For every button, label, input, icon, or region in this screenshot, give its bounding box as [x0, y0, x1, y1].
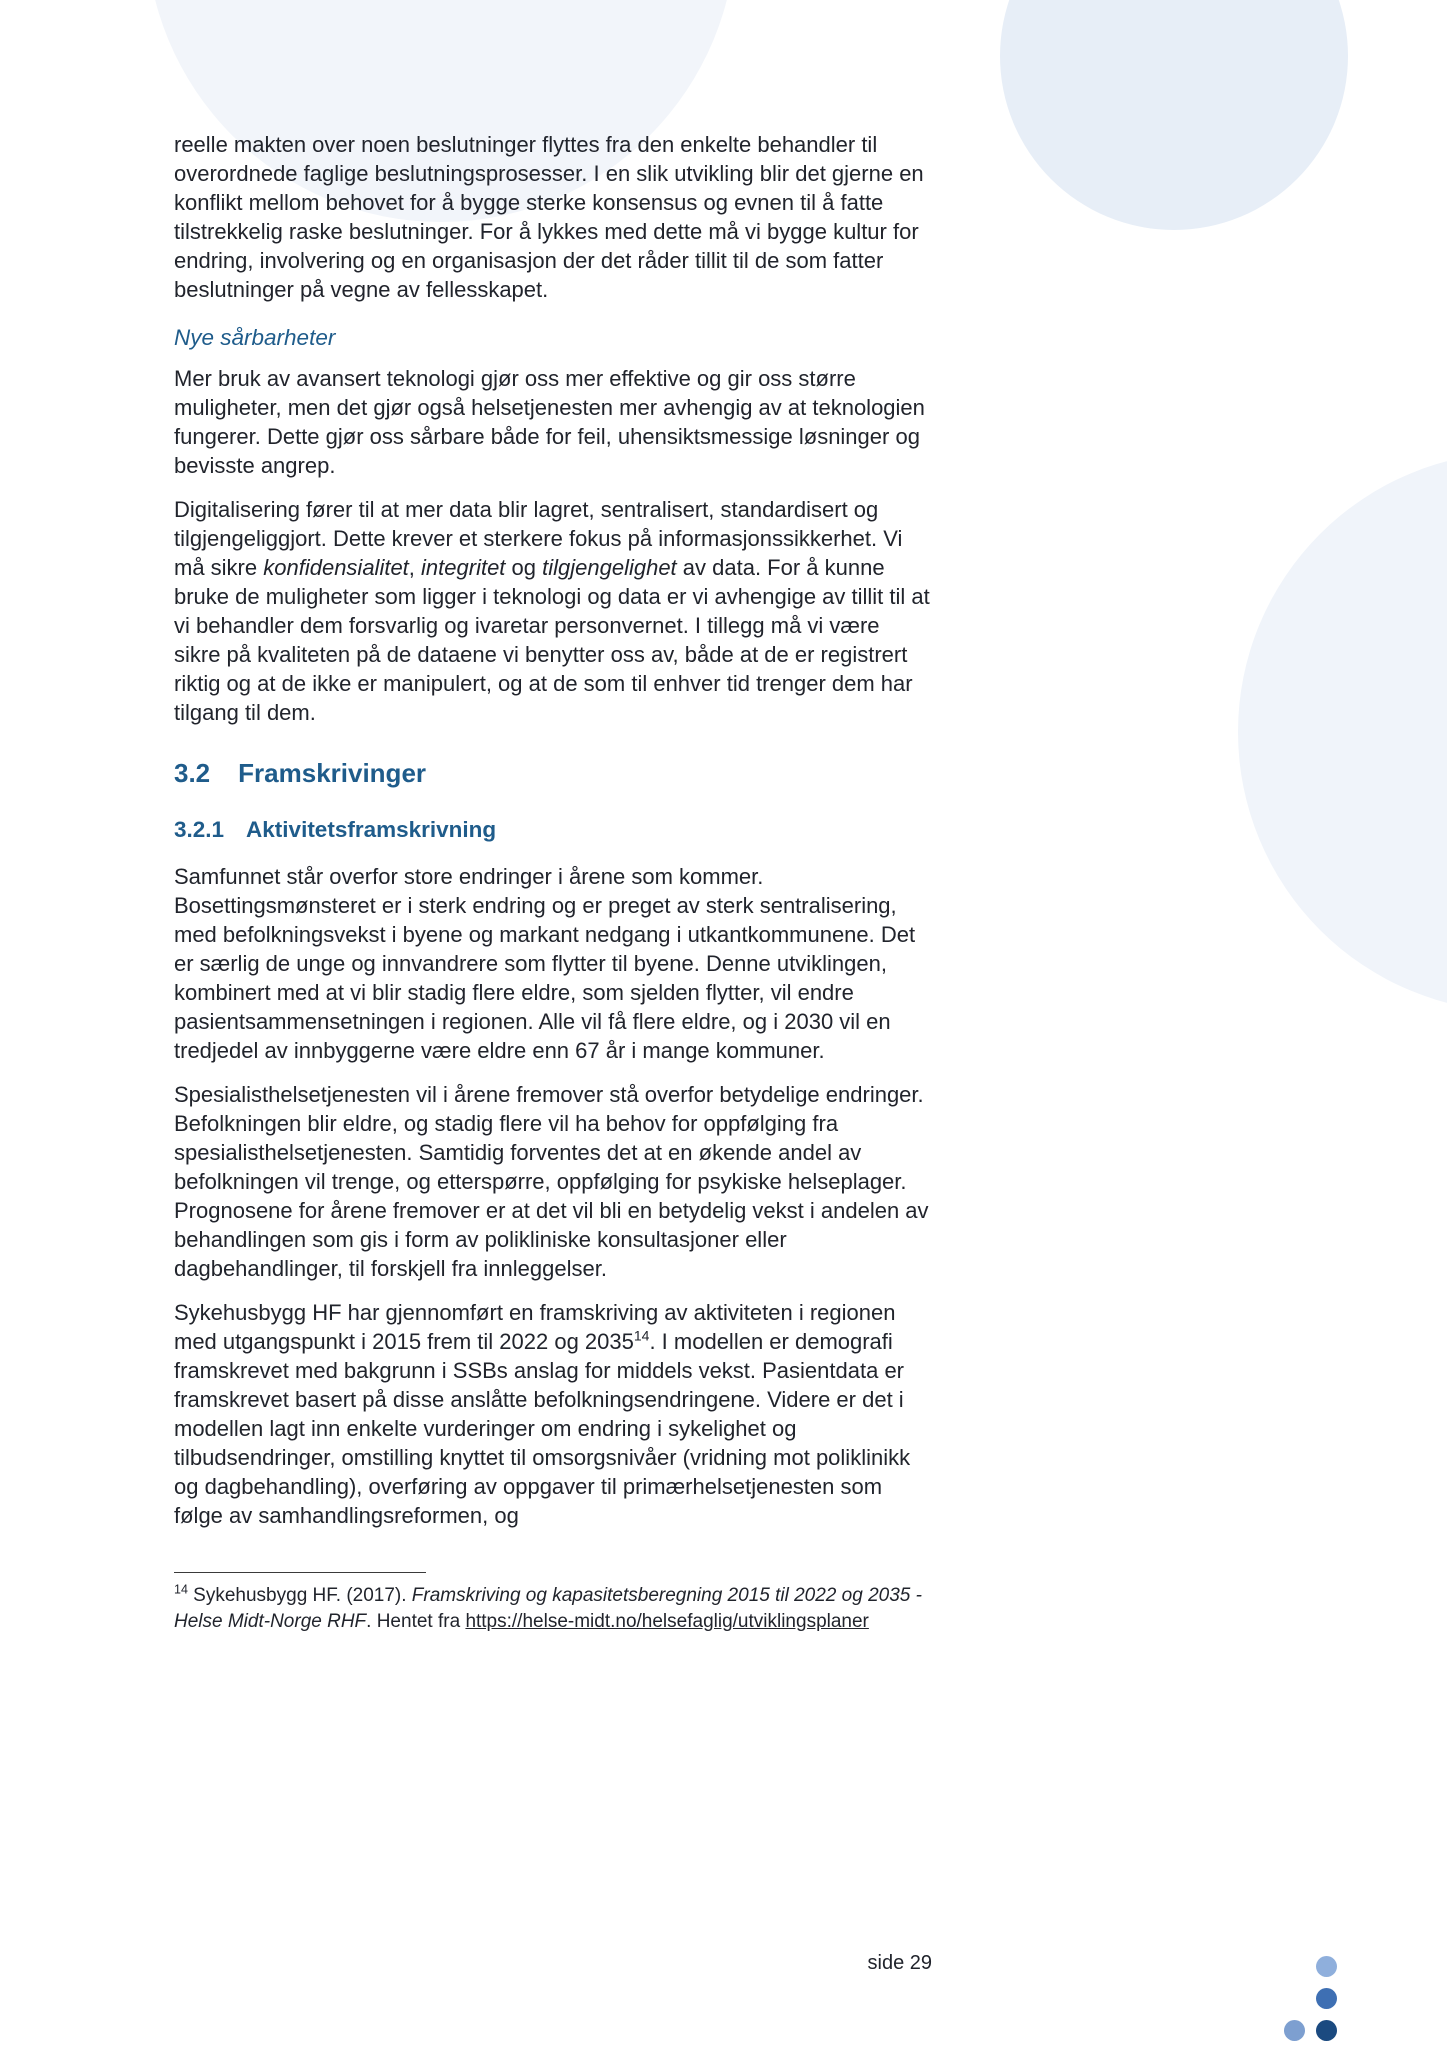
subheading-nye-sarbarheter: Nye sårbarheter [174, 325, 336, 350]
footnote-area [174, 1572, 932, 1635]
paragraph-text: Samfunnet står overfor store endringer i årene som kommer. Bosettingsmønsteret er i sterk endring og er preget av sterk sentralisering, med befolkningsvekst i byene og markant nedgang i utkantkommunene. Det er særlig de unge og innvandrere som flytter til byene. Denne utviklingen, kombinert med at vi blir stadig flere eldre, som sjelden flytter, vil endre pasientsammensetningen i regionen. Alle vil få flere eldre, og i 2030 vil en tredjedel av innbyggerne være eldre enn 67 år i mange kommuner. [174, 864, 916, 1063]
text-run: Sykehusbygg HF. (2017). [187, 1585, 412, 1606]
text-run: . Hentet fra [366, 1611, 466, 1632]
text-run: , [408, 555, 422, 580]
section-title: Framskrivinger [238, 758, 427, 788]
paragraph-sykehusbygg [174, 1298, 932, 1530]
paragraph-samfunnet [174, 862, 932, 1065]
paragraph-spesialisthelsetjenesten [174, 1080, 932, 1283]
section-heading-3-2 [174, 757, 932, 789]
text-run-italic: tilgjengelighet [542, 555, 677, 580]
text-run: og [505, 555, 543, 580]
paragraph-text: reelle makten over noen beslutninger flyttes fra den enkelte behandler til overordnede faglige beslutningsprosesser. I en slik utvikling blir det gjerne en konflikt mellom behovet for å bygge sterke konsensus og evnen til å fatte tilstrekkelig raske beslutninger. For å lykkes med dette må vi bygge kultur for endring, involvering og en organisasjon der det råder tillit til de som fatter beslutninger på vegne av fellesskapet. [174, 132, 924, 302]
logo-dot-icon [1284, 2020, 1305, 2041]
footnote-link[interactable]: https://helse-midt.no/helsefaglig/utviklingsplaner [465, 1611, 869, 1632]
footnote-14 [174, 1583, 932, 1635]
subsection-title: Aktivitetsframskrivning [246, 817, 497, 842]
footnote-reference-14: 14 [633, 1327, 650, 1344]
logo-dot-icon [1316, 1988, 1337, 2009]
helse-midt-norge-logo [1278, 1956, 1358, 2051]
page-content [174, 130, 932, 1635]
text-run: Digitalisering fører til at mer data blir lagret, sentralisert, standardisert og tilgjengeliggjort. Dette krever et sterkere fokus på informasjonssikkerhet. Vi må sikre [174, 497, 903, 580]
subsection-number: 3.2.1 [174, 817, 225, 842]
footnote-separator [174, 1572, 426, 1573]
subsection-heading-3-2-1 [174, 815, 932, 844]
section-number: 3.2 [174, 758, 211, 788]
paragraph-beslutninger [174, 130, 932, 304]
paragraph-text: Mer bruk av avansert teknologi gjør oss mer effektive og gir oss større muligheter, men det gjør også helsetjenesten mer avhengig av at teknologien fungerer. Dette gjør oss sårbare både for feil, uhensiktsmessige løsninger og bevisste angrep. [174, 366, 925, 478]
paragraph-teknologi [174, 364, 932, 480]
page-number: side 29 [867, 1952, 932, 1974]
text-run: . I modellen er demografi framskrevet med bakgrunn i SSBs anslag for middels vekst. Pasientdata er framskrevet basert på disse anslåtte befolkningsendringene. Videre er det i modellen lagt inn enkelte vurderinger om endring i sykelighet og tilbudsendringer, omstilling knyttet til omsorgsnivåer (vridning mot poliklinikk og dagbehandling), overføring av oppgaver til primærhelsetjenesten som følge av samhandlingsreformen, og [174, 1329, 911, 1528]
paragraph-digitalisering [174, 495, 932, 727]
paragraph-text: Spesialisthelsetjenesten vil i årene fremover stå overfor betydelige endringer. Befolkningen blir eldre, og stadig flere vil ha behov for oppfølging fra spesialisthelsetjenesten. Samtidig forventes det at en økende andel av befolkningen vil trenge, og etterspørre, oppfølging for psykiske helseplager. Prognosene for årene fremover er at det vil bli en betydelig vekst i andelen av behandlingen som gis i form av polikliniske konsultasjoner eller dagbehandlinger, til forskjell fra innleggelser. [174, 1082, 929, 1281]
decorative-circle-top-right [1000, 0, 1348, 230]
text-run: Sykehusbygg HF har gjennomført en framskriving av aktiviteten i regionen med utgangspunkt i 2015 frem til 2022 og 2035 [174, 1300, 896, 1354]
text-run: av data. For å kunne bruke de muligheter som ligger i teknologi og data er vi avhengige av tillit til at vi behandler dem forsvarlig og ivaretar personvernet. I tillegg må vi være sikre på kvaliteten på de dataene vi benytter oss av, både at de er registrert riktig og at de ikke er manipulert, og at de som til enhver tid trenger dem har tilgang til dem. [174, 555, 930, 725]
decorative-circle-right [1238, 452, 1447, 1012]
text-run-italic: konfidensialitet [263, 555, 409, 580]
text-run-italic: Framskriving og kapasitetsberegning 2015 til 2022 og 2035 - Helse Midt-Norge RHF [174, 1585, 922, 1632]
logo-dot-icon [1316, 1956, 1337, 1977]
logo-dot-icon [1316, 2020, 1337, 2041]
footnote-number: 14 [174, 1582, 188, 1597]
text-run-italic: integritet [421, 555, 506, 580]
